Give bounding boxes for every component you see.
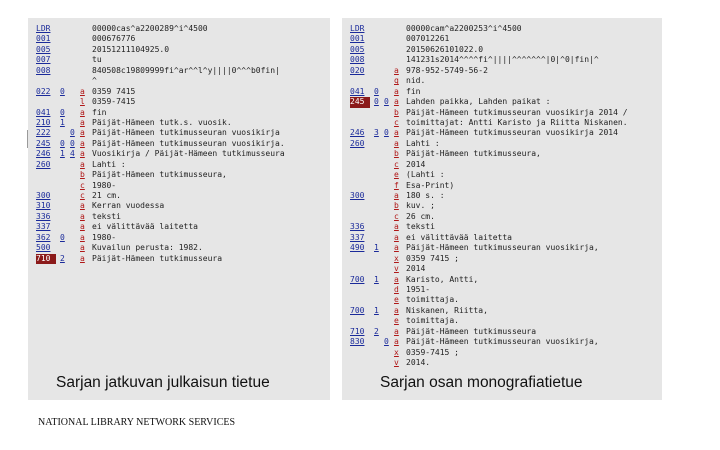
field-value: teksti (406, 222, 435, 232)
marc-tag-link[interactable]: 041 (36, 107, 51, 117)
marc-field-row (350, 108, 658, 118)
subfield-code: x (394, 253, 399, 263)
marc-field-row (36, 55, 326, 65)
marc-field-row (350, 160, 658, 170)
marc-field-row (36, 118, 326, 128)
indicator-1: 0 (60, 232, 65, 242)
marc-field-row (350, 285, 658, 295)
field-value: 2014. (406, 358, 431, 367)
field-value: 180 s. : (406, 191, 445, 200)
subfield-code: a (394, 65, 399, 75)
marc-field-row (350, 181, 658, 191)
field-value: tu (92, 55, 102, 65)
marc-field-row (36, 66, 326, 76)
field-value: Päijät-Hämeen tutkimusseuran vuosikirja, (406, 243, 599, 253)
marc-tag-link[interactable]: 260 (36, 159, 51, 169)
marc-field-row (350, 222, 658, 232)
field-value: 000676776 (92, 34, 136, 44)
marc-tag-link[interactable]: 710 (350, 326, 365, 336)
field-value: 0359-7415 (92, 97, 136, 107)
subfield-code: d (394, 284, 399, 294)
subfield-code: a (80, 201, 85, 211)
marc-field-row (36, 160, 326, 170)
marc-field-row (36, 108, 326, 118)
marc-field-row (36, 45, 326, 55)
field-value: Päijät-Hämeen tutkimusseura, (406, 149, 541, 159)
field-value: kuv. ; (406, 201, 435, 211)
field-value: Niskanen, Riitta, (406, 305, 488, 315)
marc-tag-link[interactable]: LDR (350, 24, 365, 33)
marc-field-row (36, 201, 326, 211)
subfield-code: c (80, 191, 85, 200)
subfield-code: a (394, 222, 399, 232)
field-value: Kuvailun perusta: 1982. (92, 243, 203, 253)
serial-record-caption: Sarjan jatkuvan julkaisun tietue (56, 374, 270, 391)
marc-field-row (350, 191, 658, 201)
marc-tag-link[interactable]: 007 (36, 55, 51, 65)
indicator-2: 0 (70, 138, 75, 148)
field-value: 21 cm. (92, 191, 121, 200)
marc-field-row (350, 212, 658, 222)
field-value: Päijät-Hämeen tutkimusseuran vuosikirja 2014 (406, 128, 618, 138)
field-value: 1951- (406, 284, 431, 294)
subfield-code: q (394, 76, 399, 86)
indicator-1: 3 (374, 128, 379, 138)
marc-field-row (36, 254, 326, 264)
monograph-marc-record (350, 24, 658, 368)
subfield-code: a (80, 211, 85, 221)
indicator-2: 4 (70, 149, 75, 159)
subfield-code: a (394, 138, 399, 148)
marc-tag-link[interactable]: 710 (36, 254, 56, 264)
marc-field-row (36, 139, 326, 149)
field-value: 2014 (406, 159, 426, 169)
marc-field-row (36, 233, 326, 243)
marc-field-row (350, 201, 658, 211)
marc-field-row (36, 149, 326, 159)
marc-tag-link[interactable]: 008 (36, 65, 51, 75)
marc-field-row (350, 306, 658, 316)
subfield-code: a (394, 97, 399, 107)
marc-field-row (36, 222, 326, 232)
field-value: 0359 7415 ; (406, 253, 459, 263)
subfield-code: f (394, 180, 399, 190)
indicator-2: 0 (384, 97, 389, 107)
marc-tag-link[interactable]: 210 (36, 117, 51, 127)
marc-tag-link[interactable]: 336 (350, 222, 365, 232)
subfield-code: b (394, 107, 399, 117)
subfield-code: b (394, 201, 399, 211)
marc-field-row (350, 243, 658, 253)
marc-field-row (36, 87, 326, 97)
field-value: Päijät-Hämeen tutkimusseuran vuosikirja. (92, 138, 285, 148)
field-value: Päijät-Hämeen tutk.s. vuosik. (92, 117, 232, 127)
field-value: Päijät-Hämeen tutkimusseura (92, 253, 223, 263)
indicator-1: 1 (60, 149, 65, 159)
field-value: Päijät-Hämeen tutkimusseura (406, 326, 537, 336)
marc-field-row (36, 212, 326, 222)
marc-field-row (350, 34, 658, 44)
serial-marc-record (36, 24, 326, 264)
field-value: toimittaja. (406, 316, 459, 326)
subfield-code: a (80, 243, 85, 253)
subfield-code: a (394, 128, 399, 138)
marc-tag-link[interactable]: 001 (36, 34, 51, 44)
field-value: teksti (92, 211, 121, 221)
subfield-code: a (80, 128, 85, 138)
marc-field-row (350, 128, 658, 138)
marc-tag-link[interactable]: 041 (350, 86, 365, 96)
marc-tag-link[interactable]: 246 (350, 128, 365, 138)
marc-tag-link[interactable]: 022 (36, 86, 51, 96)
subfield-code: c (394, 117, 399, 127)
indicator-1: 0 (60, 138, 65, 148)
indicator-1: 0 (374, 97, 379, 107)
field-value: fin (406, 86, 421, 96)
marc-field-row (350, 327, 658, 337)
marc-tag-link[interactable]: 700 (350, 274, 365, 284)
marc-tag-link[interactable]: 700 (350, 305, 365, 315)
field-value: 007012261 (406, 34, 450, 44)
field-value: Päijät-Hämeen tutkimusseuran vuosikirja, (406, 337, 599, 347)
marc-field-row (350, 358, 658, 368)
marc-field-row (350, 87, 658, 97)
field-value: 20151211104925.0 (92, 44, 170, 54)
marc-field-row (350, 264, 658, 274)
subfield-code: a (80, 149, 85, 159)
marc-tag-link[interactable]: 362 (36, 232, 51, 242)
marc-field-row (350, 139, 658, 149)
panel-edge-marker (27, 130, 28, 148)
subfield-code: c (394, 159, 399, 169)
marc-field-row (350, 348, 658, 358)
field-value: 0359 7415 (92, 86, 136, 96)
footer-text: NATIONAL LIBRARY NETWORK SERVICES (38, 417, 236, 428)
field-value: 0359-7415 ; (406, 347, 459, 357)
marc-field-row (350, 118, 658, 128)
subfield-code: a (80, 222, 85, 232)
marc-tag-link[interactable]: 245 (36, 138, 51, 148)
marc-tag-link[interactable]: 337 (36, 222, 51, 232)
indicator-1: 0 (60, 107, 65, 117)
marc-tag-link[interactable]: 245 (350, 97, 370, 107)
marc-field-row (36, 243, 326, 253)
field-value: Päijät-Hämeen tutkimusseuran vuosikirja (92, 128, 280, 138)
marc-field-row (350, 275, 658, 285)
indicator-1: 1 (374, 274, 379, 284)
marc-tag-link[interactable]: 300 (350, 191, 365, 200)
marc-tag-link[interactable]: 336 (36, 211, 51, 221)
marc-tag-link[interactable]: 830 (350, 337, 365, 347)
subfield-code: a (394, 337, 399, 347)
field-value: Karisto, Antti, (406, 274, 479, 284)
field-value: 141231s2014^^^^fi^||||^^^^^^^|0|^0|fin|^ (406, 55, 599, 65)
marc-field-row (350, 97, 658, 107)
field-value: 1980- (92, 180, 117, 190)
indicator-1: 2 (60, 253, 65, 263)
field-value: Lahti : (406, 138, 440, 148)
marc-field-row (350, 55, 658, 65)
monograph-record-panel (342, 18, 662, 400)
field-value: 26 cm. (406, 211, 435, 221)
marc-field-row (36, 170, 326, 180)
subfield-code: v (394, 358, 399, 367)
marc-tag-link[interactable]: LDR (36, 24, 51, 33)
marc-tag-link[interactable]: 260 (350, 138, 365, 148)
field-value: Kerran vuodessa (92, 201, 165, 211)
field-value: Vuosikirja / Päijät-Hämeen tutkimusseura (92, 149, 285, 159)
marc-field-row (36, 24, 326, 34)
field-value: 1980- (92, 232, 117, 242)
subfield-code: a (394, 326, 399, 336)
field-value: Päijät-Hämeen tutkimusseuran vuosikirja 2014 / (406, 107, 628, 117)
subfield-code: a (80, 159, 85, 169)
field-value: Lahti : (92, 159, 126, 169)
field-value: Esa-Print) (406, 180, 455, 190)
marc-field-row (36, 97, 326, 107)
subfield-code: b (394, 149, 399, 159)
indicator-1: 0 (60, 86, 65, 96)
marc-field-row (36, 34, 326, 44)
field-value: 978-952-5749-56-2 (406, 65, 488, 75)
indicator-1: 1 (374, 305, 379, 315)
subfield-code: a (80, 107, 85, 117)
indicator-1: 1 (60, 117, 65, 127)
marc-tag-link[interactable]: 005 (36, 44, 51, 54)
subfield-code: a (80, 138, 85, 148)
marc-field-row (350, 170, 658, 180)
indicator-2: 0 (384, 337, 389, 347)
marc-tag-link[interactable]: 300 (36, 191, 51, 200)
field-value: ei välittävää laitetta (92, 222, 198, 232)
indicator-1: 2 (374, 326, 379, 336)
field-value: Lahden paikka, Lahden paikat : (406, 97, 551, 107)
indicator-2: 0 (384, 128, 389, 138)
marc-field-row (350, 233, 658, 243)
field-value: toimittaja. (406, 295, 459, 305)
subfield-code: a (80, 117, 85, 127)
indicator-1: 1 (374, 243, 379, 253)
subfield-code: c (80, 180, 85, 190)
field-value: fin (92, 107, 107, 117)
marc-tag-link[interactable]: 008 (350, 55, 365, 65)
subfield-code: a (80, 253, 85, 263)
field-value: 00000cam^a2200253^i^4500 (406, 24, 522, 33)
marc-field-row (350, 76, 658, 86)
field-value: toimittajat: Antti Karisto ja Riitta Niskanen. (406, 117, 628, 127)
marc-tag-link[interactable]: 222 (36, 128, 51, 138)
serial-record-panel (28, 18, 330, 400)
field-value: ei välittävää laitetta (406, 232, 512, 242)
field-value: 840508c19809999fi^ar^^l^y||||0^^^b0fin| (92, 65, 280, 75)
marc-field-row (350, 45, 658, 55)
marc-field-row (350, 295, 658, 305)
subfield-code: v (394, 264, 399, 274)
subfield-code: a (394, 86, 399, 96)
marc-tag-link[interactable]: 337 (350, 232, 365, 242)
subfield-code: e (394, 316, 399, 326)
subfield-code: a (394, 274, 399, 284)
marc-tag-link[interactable]: 001 (350, 34, 365, 44)
subfield-code: x (394, 347, 399, 357)
marc-tag-link[interactable]: 246 (36, 149, 51, 159)
marc-tag-link[interactable]: 005 (350, 44, 365, 54)
marc-field-row (36, 181, 326, 191)
field-value: 2014 (406, 264, 426, 274)
marc-field-row (36, 191, 326, 201)
subfield-code: a (80, 86, 85, 96)
marc-field-row (350, 24, 658, 34)
field-value: 20150626101022.0 (406, 44, 484, 54)
field-value: ^ (92, 76, 97, 86)
field-value: 00000cas^a2200289^i^4500 (92, 24, 208, 33)
subfield-code: a (394, 191, 399, 200)
subfield-code: a (394, 305, 399, 315)
field-value: (Lahti : (406, 170, 445, 180)
subfield-code: a (394, 232, 399, 242)
monograph-record-caption: Sarjan osan monografiatietue (380, 374, 583, 391)
marc-tag-link[interactable]: 020 (350, 65, 365, 75)
field-value: nid. (406, 76, 426, 86)
subfield-code: a (80, 232, 85, 242)
subfield-code: c (394, 211, 399, 221)
subfield-code: a (394, 243, 399, 253)
subfield-code: b (80, 170, 85, 180)
marc-tag-link[interactable]: 310 (36, 201, 51, 211)
subfield-code: e (394, 170, 399, 180)
indicator-2: 0 (70, 128, 75, 138)
marc-field-row (36, 76, 326, 86)
marc-tag-link[interactable]: 500 (36, 243, 51, 253)
subfield-code: l (80, 97, 85, 107)
marc-field-row (350, 254, 658, 264)
field-value: Päijät-Hämeen tutkimusseura, (92, 170, 227, 180)
marc-field-row (350, 149, 658, 159)
subfield-code: e (394, 295, 399, 305)
marc-field-row (350, 337, 658, 347)
indicator-1: 0 (374, 86, 379, 96)
marc-field-row (350, 66, 658, 76)
marc-field-row (36, 128, 326, 138)
marc-field-row (350, 316, 658, 326)
marc-tag-link[interactable]: 490 (350, 243, 365, 253)
